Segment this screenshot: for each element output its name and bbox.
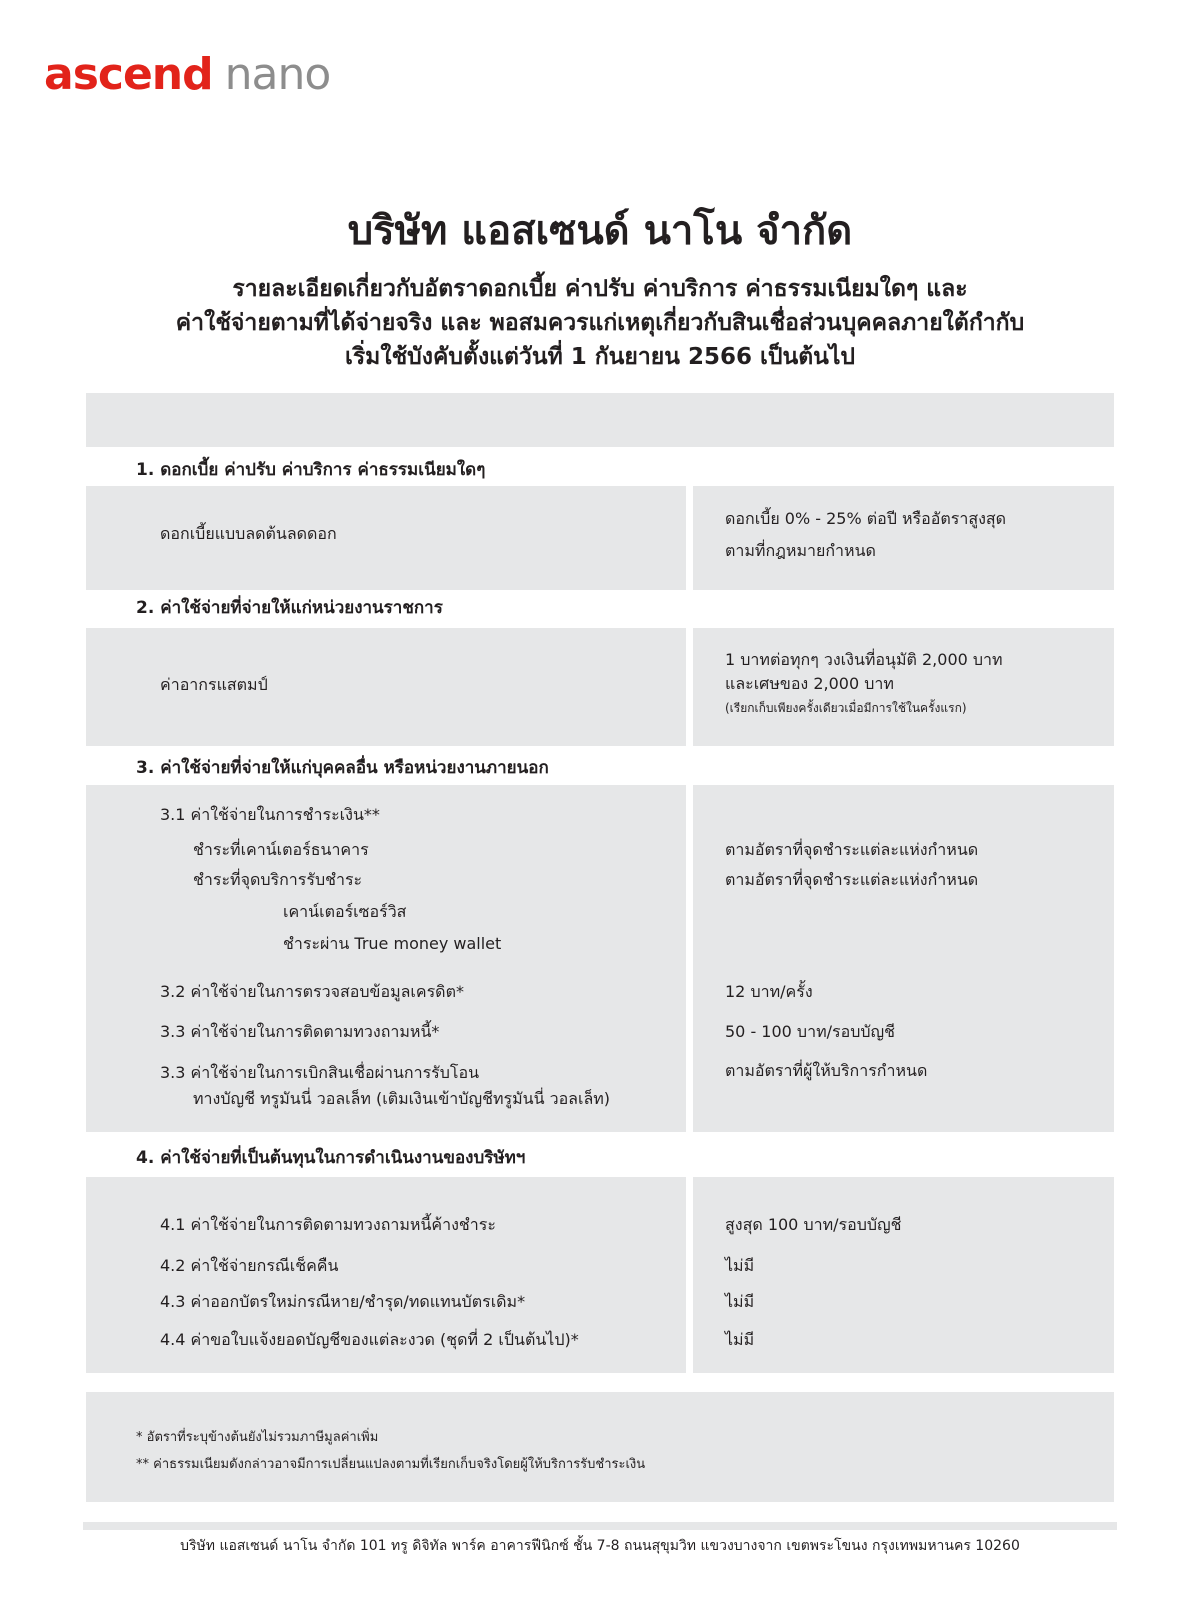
footer-divider — [83, 1522, 1117, 1530]
section-4-item-4-1: 4.1 ค่าใช้จ่ายในการติดตามทวงถามหนี้ค้างชำระ — [160, 1215, 496, 1234]
ascend-nano-logo — [44, 50, 330, 100]
section-4-right-cell — [693, 1177, 1114, 1373]
section-3-item-3-3a: 3.3 ค่าใช้จ่ายในการติดตามทวงถามหนี้* — [160, 1022, 440, 1041]
section-2-value-note: (เรียกเก็บเพียงครั้งเดียวเมื่อมีการใช้ในครั้งแรก) — [725, 701, 967, 715]
section-1-value-line-1: ดอกเบี้ย 0% - 25% ต่อปี หรืออัตราสูงสุด — [725, 509, 1007, 528]
section-4-item-4-3: 4.3 ค่าออกบัตรใหม่กรณีหาย/ชำรุด/ทดแทนบัตรเดิม* — [160, 1292, 526, 1311]
section-3-item-counter-service: เคาน์เตอร์เซอร์วิส — [283, 902, 407, 921]
section-1-heading: 1. ดอกเบี้ย ค่าปรับ ค่าบริการ ค่าธรรมเนียมใดๆ — [136, 460, 486, 480]
logo-ascend: ascend — [44, 49, 213, 100]
section-4-item-4-4: 4.4 ค่าขอใบแจ้งยอดบัญชีของแต่ละงวด (ชุดที่ 2 เป็นต้นไป)* — [160, 1330, 579, 1349]
section-3-value-bank-counter: ตามอัตราที่จุดชำระแต่ละแห่งกำหนด — [725, 840, 979, 859]
section-2-item: ค่าอากรแสตมป์ — [160, 675, 268, 694]
subtitle-line-2: ค่าใช้จ่ายตามที่ได้จ่ายจริง และ พอสมควรแก่เหตุเกี่ยวกับสินเชื่อส่วนบุคคลภายใต้กำกับ — [175, 310, 1025, 336]
section-1-item: ดอกเบี้ยแบบลดต้นลดดอก — [160, 524, 337, 543]
company-title: บริษัท แอสเซนด์ นาโน จำกัด — [347, 208, 853, 254]
subtitle-line-1: รายละเอียดเกี่ยวกับอัตราดอกเบี้ย ค่าปรับ ค่าบริการ ค่าธรรมเนียมใดๆ และ — [232, 276, 968, 302]
header-band — [86, 393, 1114, 447]
section-4-heading: 4. ค่าใช้จ่ายที่เป็นต้นทุนในการดำเนินงานของบริษัทฯ — [136, 1148, 526, 1168]
logo-nano: nano — [224, 49, 331, 100]
note-vat: * อัตราที่ระบุข้างต้นยังไม่รวมภาษีมูลค่าเพิ่ม — [136, 1430, 379, 1445]
section-3-item-3-3b-line-1: 3.3 ค่าใช้จ่ายในการเบิกสินเชื่อผ่านการรับโอน — [160, 1063, 480, 1082]
section-3-item-3-3b-line-2: ทางบัญชี ทรูมันนี่ วอลเล็ท (เติมเงินเข้าบัญชีทรูมันนี่ วอลเล็ท) — [193, 1089, 611, 1108]
section-3-heading: 3. ค่าใช้จ่ายที่จ่ายให้แก่บุคคลอื่น หรือหน่วยงานภายนอก — [136, 758, 549, 778]
section-3-value-3-2: 12 บาท/ครั้ง — [725, 982, 813, 1001]
section-4-item-4-2: 4.2 ค่าใช้จ่ายกรณีเช็คคืน — [160, 1256, 339, 1275]
note-fee-change: ** ค่าธรรมเนียมดังกล่าวอาจมีการเปลี่ยนแปลงตามที่เรียกเก็บจริงโดยผู้ให้บริการรับชำระเงิน — [136, 1457, 646, 1472]
section-1-right-cell — [693, 486, 1114, 590]
section-3-value-service-point: ตามอัตราที่จุดชำระแต่ละแห่งกำหนด — [725, 870, 979, 889]
section-4-value-4-4: ไม่มี — [725, 1330, 755, 1349]
section-3-value-3-3a: 50 - 100 บาท/รอบบัญชี — [725, 1022, 896, 1041]
section-2-value-line-1: 1 บาทต่อทุกๆ วงเงินที่อนุมัติ 2,000 บาท — [725, 650, 1003, 669]
section-3-value-3-3b: ตามอัตราที่ผู้ให้บริการกำหนด — [725, 1061, 928, 1080]
footer-address: บริษัท แอสเซนด์ นาโน จำกัด 101 ทรู ดิจิทัล พาร์ค อาคารฟีนิกซ์ ชั้น 7-8 ถนนสุขุมวิท แขวงบางจาก เขตพระโขนง กรุงเทพมหานคร 10260 — [180, 1538, 1020, 1554]
section-2-value-line-2: และเศษของ 2,000 บาท — [725, 674, 894, 693]
subtitle-line-3: เริ่มใช้บังคับตั้งแต่วันที่ 1 กันยายน 2566 เป็นต้นไป — [344, 344, 856, 370]
section-4-value-4-3: ไม่มี — [725, 1292, 755, 1311]
section-2-heading: 2. ค่าใช้จ่ายที่จ่ายให้แก่หน่วยงานราชการ — [136, 598, 443, 618]
section-3-item-3-2: 3.2 ค่าใช้จ่ายในการตรวจสอบข้อมูลเครดิต* — [160, 982, 464, 1001]
section-4-value-4-1: สูงสุด 100 บาท/รอบบัญชี — [725, 1215, 902, 1234]
section-1-value-line-2: ตามที่กฎหมายกำหนด — [725, 541, 876, 560]
section-4-value-4-2: ไม่มี — [725, 1256, 755, 1275]
section-3-item-bank-counter: ชำระที่เคาน์เตอร์ธนาคาร — [193, 840, 369, 859]
section-3-item-service-point: ชำระที่จุดบริการรับชำระ — [193, 870, 363, 889]
section-3-item-3-1: 3.1 ค่าใช้จ่ายในการชำระเงิน** — [160, 805, 380, 824]
document-subtitle — [60, 272, 1140, 374]
section-3-item-truemoney: ชำระผ่าน True money wallet — [283, 934, 502, 953]
